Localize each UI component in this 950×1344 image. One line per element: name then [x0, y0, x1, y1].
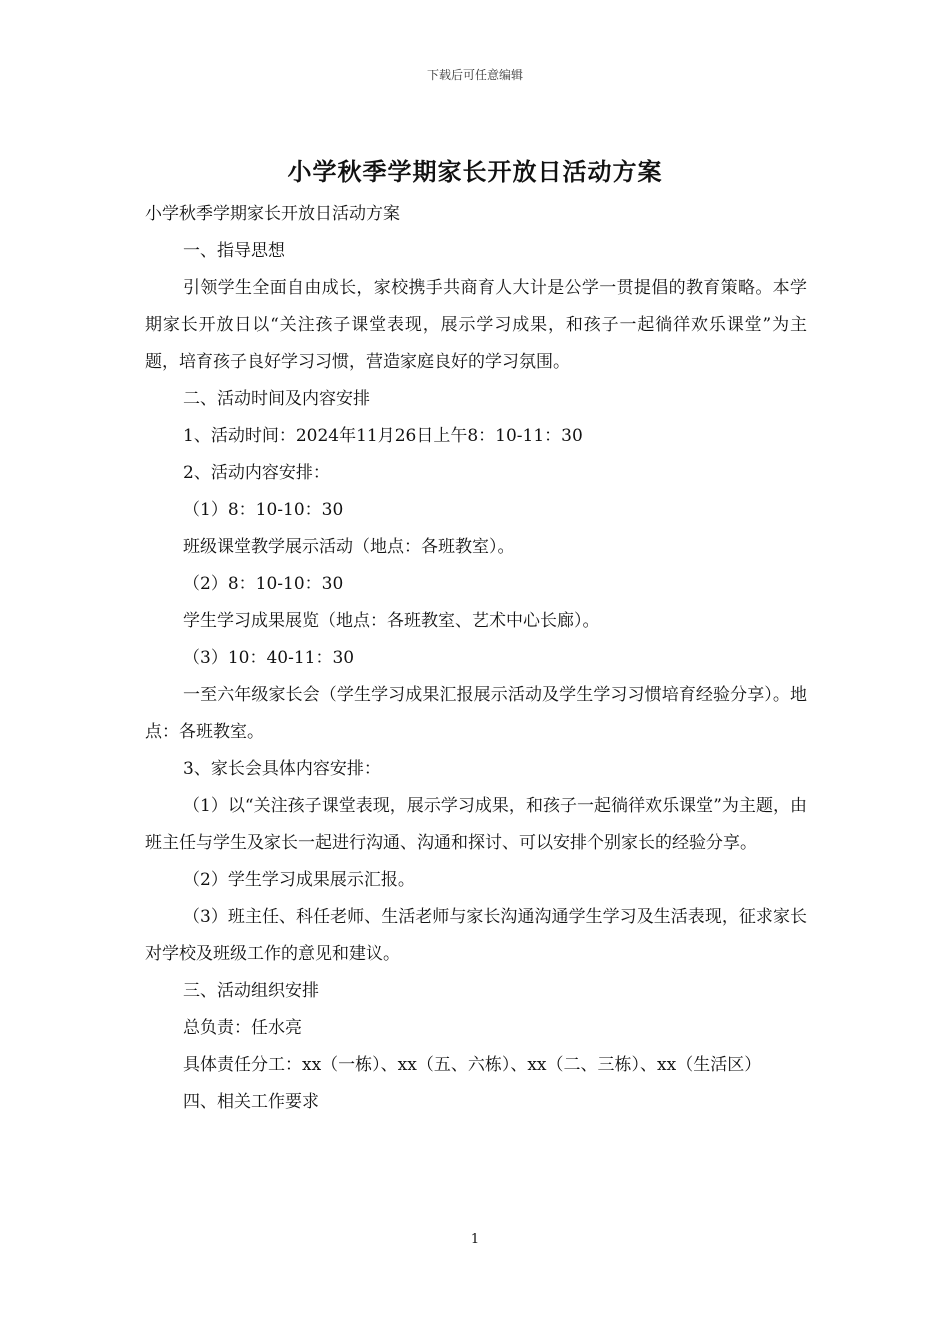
paragraph: （2）学生学习成果展示汇报。 — [183, 870, 415, 890]
paragraph: 3、家长会具体内容安排： — [183, 759, 381, 779]
paragraph-subtitle: 小学秋季学期家长开放日活动方案 — [145, 204, 400, 224]
page-header-note: 下载后可任意编辑 — [426, 68, 523, 82]
paragraph: 引领学生全面自由成长，家校携手共商育人大计是公学一贯提倡的教育策略。本学期家长开放日以“关注孩子课堂表现，展示学习成果，和孩子一起徜徉欢乐课堂”为主题，培育孩子良好学习习惯，营造家庭良好的学习氛围。 — [145, 278, 807, 372]
paragraph: 具体责任分工：xx（一栋）、xx（五、六栋）、xx（二、三栋）、xx（生活区） — [183, 1055, 762, 1075]
section-heading-2: 二、活动时间及内容安排 — [183, 389, 370, 409]
paragraph: （3）班主任、科任老师、生活老师与家长沟通沟通学生学习及生活表现，征求家长对学校及班级工作的意见和建议。 — [145, 907, 807, 964]
paragraph: （1）8：10-10：30 — [183, 500, 344, 520]
paragraph: （3）10：40-11：30 — [183, 648, 355, 668]
paragraph: （1）以“关注孩子课堂表现，展示学习成果，和孩子一起徜徉欢乐课堂”为主题，由班主任与学生及家长一起进行沟通、沟通和探讨、可以安排个别家长的经验分享。 — [145, 796, 807, 853]
paragraph: 学生学习成果展览（地点：各班教室、艺术中心长廊）。 — [183, 611, 600, 631]
page-number: 1 — [470, 1232, 480, 1247]
paragraph: 1、活动时间：2024年11月26日上午8：10-11：30 — [183, 426, 583, 446]
document-body — [145, 196, 807, 1121]
section-heading-4: 四、相关工作要求 — [183, 1092, 319, 1112]
paragraph: （2）8：10-10：30 — [183, 574, 344, 594]
paragraph: 一至六年级家长会（学生学习成果汇报展示活动及学生学习习惯培育经验分享）。地点：各班教室。 — [145, 685, 807, 742]
section-heading-3: 三、活动组织安排 — [183, 981, 319, 1001]
section-heading-1: 一、指导思想 — [183, 241, 285, 261]
paragraph: 班级课堂教学展示活动（地点：各班教室）。 — [183, 537, 515, 557]
paragraph: 2、活动内容安排： — [183, 463, 330, 483]
paragraph: 总负责：任水亮 — [183, 1018, 302, 1038]
document-title: 小学秋季学期家长开放日活动方案 — [287, 157, 663, 186]
